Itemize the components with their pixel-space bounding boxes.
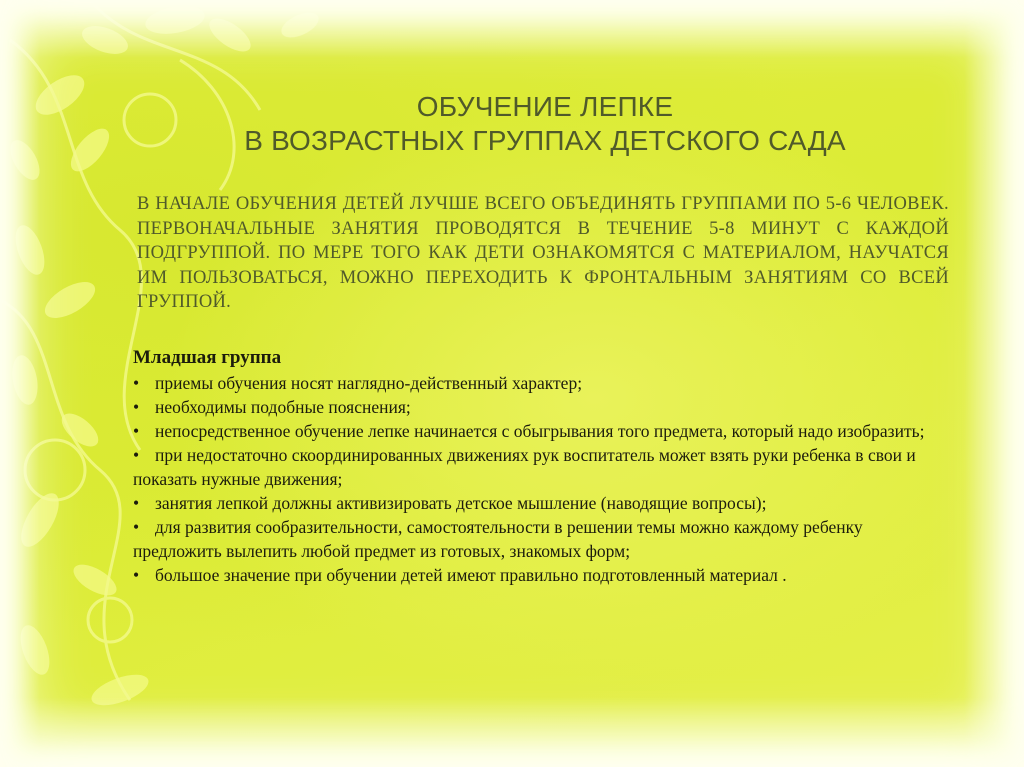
list-item-text: занятия лепкой должны активизировать детское мышление (наводящие вопросы); xyxy=(155,493,767,513)
bullet: • xyxy=(133,517,140,537)
frame-left-glow xyxy=(0,0,40,767)
frame-bottom-glow xyxy=(0,697,1024,767)
list-item-text: приемы обучения носят наглядно-действенный характер; xyxy=(155,373,583,393)
list-item-text: необходимы подобные пояснения; xyxy=(155,397,411,417)
list-item xyxy=(133,395,953,419)
group-section xyxy=(133,345,953,587)
frame-right-glow xyxy=(964,0,1024,767)
bullet: • xyxy=(133,565,140,585)
list-item xyxy=(133,443,953,491)
title-line-1: ОБУЧЕНИЕ ЛЕПКЕ xyxy=(416,91,674,122)
group-list xyxy=(133,371,953,587)
list-item xyxy=(133,515,953,563)
bullet: • xyxy=(133,373,140,393)
group-title: Младшая группа xyxy=(133,347,282,368)
bullet: • xyxy=(133,421,140,441)
list-item-text: большое значение при обучении детей имеют правильно подготовленный материал . xyxy=(155,565,787,585)
bullet: • xyxy=(133,493,140,513)
slide-title xyxy=(160,90,930,158)
bullet: • xyxy=(133,397,140,417)
list-item xyxy=(133,371,953,395)
list-item xyxy=(133,491,953,515)
bullet: • xyxy=(133,445,140,465)
list-item-text: непосредственное обучение лепке начинается с обыгрывания того предмета, который надо изобразить; xyxy=(155,421,925,441)
frame-top-glow xyxy=(0,0,1024,58)
title-line-2: В ВОЗРАСТНЫХ ГРУППАХ ДЕТСКОГО САДА xyxy=(244,125,846,156)
list-item xyxy=(133,563,953,587)
list-item-text: при недостаточно скоординированных движениях рук воспитатель может взять руки ребенка в свои и показать нужные движения; xyxy=(133,445,916,489)
list-item xyxy=(133,419,953,443)
intro-paragraph: В НАЧАЛЕ ОБУЧЕНИЯ ДЕТЕЙ ЛУЧШЕ ВСЕГО ОБЪЕДИНЯТЬ ГРУППАМИ ПО 5-6 ЧЕЛОВЕК. ПЕРВОНАЧАЛЬНЫЕ ЗАНЯТИЯ ПРОВОДЯТСЯ В ТЕЧЕНИЕ 5-8 МИНУТ С КАЖДОЙ ПОДГРУППОЙ. ПО МЕРЕ ТОГО КАК ДЕТИ ОЗНАКОМЯТСЯ С МАТЕРИАЛОМ, НАУЧАТСЯ ИМ ПОЛЬЗОВАТЬСЯ, МОЖНО ПЕРЕХОДИТЬ К ФРОНТАЛЬНЫМ ЗАНЯТИЯМ СО ВСЕЙ ГРУППОЙ. xyxy=(137,194,949,312)
list-item-text: для развития сообразительности, самостоятельности в решении темы можно каждому ребенку предложить вылепить любой предмет из готовых, знакомых форм; xyxy=(133,517,863,561)
